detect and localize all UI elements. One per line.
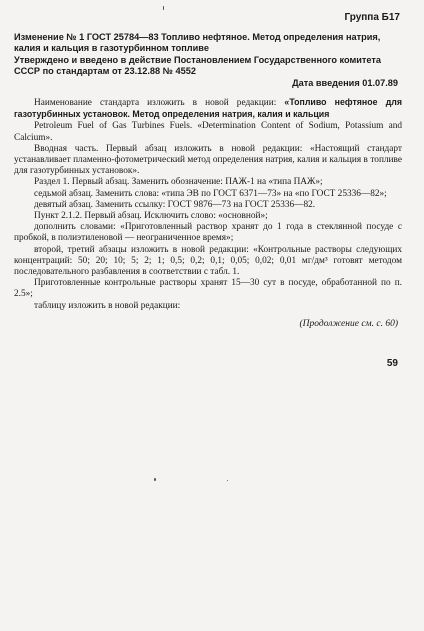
paragraph-storage: Приготовленные контрольные растворы хранят 15—30 сут в посуде, обработанной по п. 2.5»; — [14, 278, 402, 300]
paragraph-english-title: Petroleum Fuel of Gas Turbines Fuels. «Determination Content of Sodium, Potassium and Calcium». — [14, 121, 402, 143]
new-title-text: «Топливо нефтяное для газотурбинных установок. Метод определения натрия, калия и кальция — [14, 97, 403, 120]
paragraph-control-solutions: второй, третий абзацы изложить в новой редакции: «Контрольные растворы следующих концентраций: 50; 20; 10; 5; 2; 1; 0,5; 0,2; 0,1; 0,05; 0,02; 0,01 мг/дм³ готовят методом последовательного разбавления в соответствии с табл. 1. — [14, 244, 402, 278]
group-label: Группа Б17 — [344, 12, 400, 23]
effective-date: Дата введения 01.07.89 — [292, 78, 398, 88]
scan-speck — [154, 478, 156, 481]
paragraph-table-note: таблицу изложить в новой редакции: — [34, 300, 181, 311]
scan-speck — [227, 480, 228, 481]
paragraph-seventh: седьмой абзац. Заменить слова: «типа ЭВ по ГОСТ 6371—73» на «по ГОСТ 25336—82»; — [34, 188, 387, 199]
amendment-title: Изменение № 1 ГОСТ 25784—83 Топливо нефтяное. Метод определения натрия, калия и кальция в газотурбинном топливе — [14, 32, 381, 53]
paragraph-title-change — [14, 97, 402, 121]
paragraph-supplement: дополнить словами: «Приготовленный раствор хранят до 1 года в стеклянной посуде с пробкой, в полиэтиленовой — неограниченное время»; — [14, 222, 402, 244]
paragraph-intro: Вводная часть. Первый абзац изложить в новой редакции: «Настоящий стандарт устанавливает пламенно-фотометрический метод определения натрия, калия и кальция в топливе для газотурбинных установок». — [14, 143, 402, 177]
paragraph-clause-212: Пункт 2.1.2. Первый абзац. Исключить слово: «основной»; — [34, 211, 268, 222]
paragraph-ninth: девятый абзац. Заменить ссылку: ГОСТ 9876—73 на ГОСТ 25336—82. — [34, 199, 316, 210]
paragraph-section-1: Раздел 1. Первый абзац. Заменить обозначение: ПАЖ-1 на «типа ПАЖ»; — [34, 177, 323, 188]
amendment-body — [14, 97, 402, 312]
scan-speck — [163, 6, 164, 10]
paragraph-text: Наименование стандарта изложить в новой редакции: — [34, 98, 285, 108]
approval-statement: Утверждено и введено в действие Постановлением Государственного комитета СССР по стандартам от 23.12.88 № 4552 — [14, 55, 381, 76]
continuation-note: (Продолжение см. с. 60) — [299, 319, 398, 329]
page-number: 59 — [386, 358, 398, 369]
